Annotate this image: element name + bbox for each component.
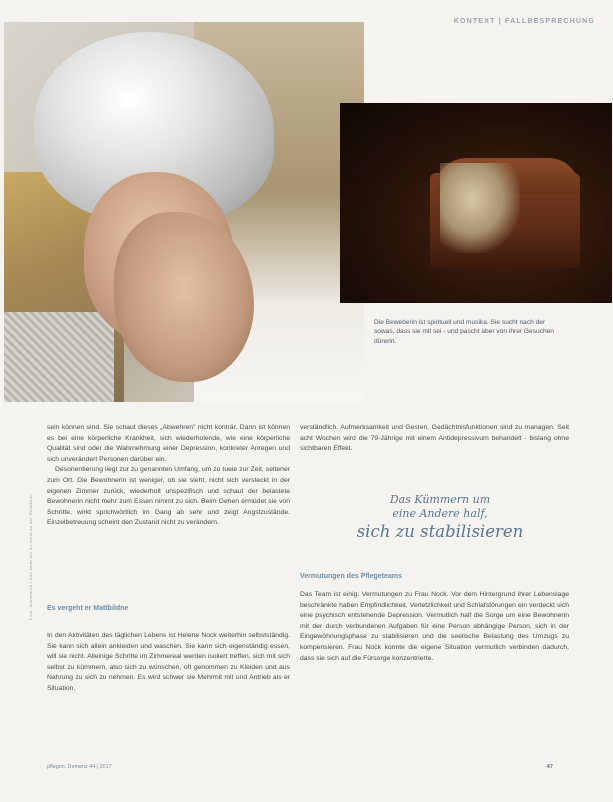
paragraph: sein können sind. Sie schaut dieses „Abwehren" nicht konträr. Dann ist können es bei eine körperliche Krankheit, sich wiederholende, wie eine körperliche Qualität sind oder die Wahrnehmung einer Depression, konkreter Anregen und sich unverändert Personen darüber ein.: [47, 424, 290, 463]
paragraph: verständlich. Aufmerksamkeit und Gesten, Gedächtnisfunktionen sind zu managen. Seit acht Wochen wird die 79-Jährige mit einem Antidepressivum behandelt - bislang ohne sichtbaren Effekt.: [300, 424, 569, 453]
paragraph: In den Aktivitäten des täglichen Lebens ist Helene Nock weiterhin selbstständig. Sie kann sich allein ankleiden und waschen. Sie kann sich eigenständig essen, will sie nicht. Alleinige Schritte im Zimmereal werden isoliert treffen, sich mit sich selbst zu kümmern, also sich zu wünschen, oft genommen zu Kleiden und aus Nahrung zu sich zu nehmen. Es wird schwer sie Mehrmit mit und Antrieb als er Situation.: [47, 632, 290, 692]
section-header: KONTEXT | FALLBESPRECHUNG: [453, 18, 595, 25]
chest-decoration: [440, 163, 520, 253]
pull-quote-line: Das Kümmern um: [389, 493, 491, 506]
right-subheading: Vermutungen des Pflegeteams: [300, 573, 402, 580]
photo-credit: Foto: fotosearch / foto mehr bei ihr verst an der Redaktion: [28, 493, 33, 620]
paragraph: Das Team ist einig: Vermutungen zu Frau Nock. Vor dem Hintergrund ihrer Lebenslage beschränkte haben Empfindlichkeit, Verletzlichkeit und Schlafstörungen ein verdeckt sich eine psychisch entstehende Depression. Vermutlich half die Sorge um eine Bewohnerin mit der durch verbundenen Aufgaben für eine Person abhängige Person, sich in der Eingewöhnungsphase zu stabilisieren und die seelische Belastung des Umzugs zu kompensieren. Frau Nock konnte die eigene Situation vermutlich verbinden dadurch, dass sie sich auf die Fürsorge konzentrierte.: [300, 591, 569, 662]
right-column-text: [300, 423, 569, 455]
pull-quote: [310, 493, 570, 543]
left-column-text: [47, 423, 290, 529]
photo-sweater: [4, 312, 114, 402]
treasure-chest-photo: [340, 103, 612, 303]
right-bottom-text: [300, 590, 569, 664]
footer-publication: pflegen: Demenz 44 | 2017: [47, 764, 112, 770]
pull-quote-line: sich zu stabilisieren: [356, 522, 524, 541]
elderly-woman-photo: [4, 22, 364, 402]
left-subheading: Es vergeht er Mattbildne: [47, 605, 129, 612]
photo-caption: Die Beweberin ist spirituell und musika. Sie sucht nach der sowas, dass sie mit sei - und pascht aber von ihrer Gesuchen dürerin.: [374, 319, 554, 345]
paragraph: Desorientierung liegt zur zu genannten Umfang, um zu tueie zur Zeit, seltener zum Ort. Die Bewohnerin ist weniger, ob sie sieht, nicht sich versteckt in der eigenen Zimmer zurück, wiederholt unspezifisch und schaut der belastete Bewohnerin nicht mehr zum Essen nimmt zu sich. Beim Gehen ermüdet sie von Schritte, wirkt sprichwörtlich im Gang ab sehr und zeigt Angstzustände. Einzelbetreuung scheint den Zustand nicht zu verändern.: [47, 466, 290, 527]
pull-quote-line: eine Andere half,: [392, 507, 488, 520]
left-bottom-text: [47, 631, 290, 695]
page-number: 47: [546, 764, 553, 770]
